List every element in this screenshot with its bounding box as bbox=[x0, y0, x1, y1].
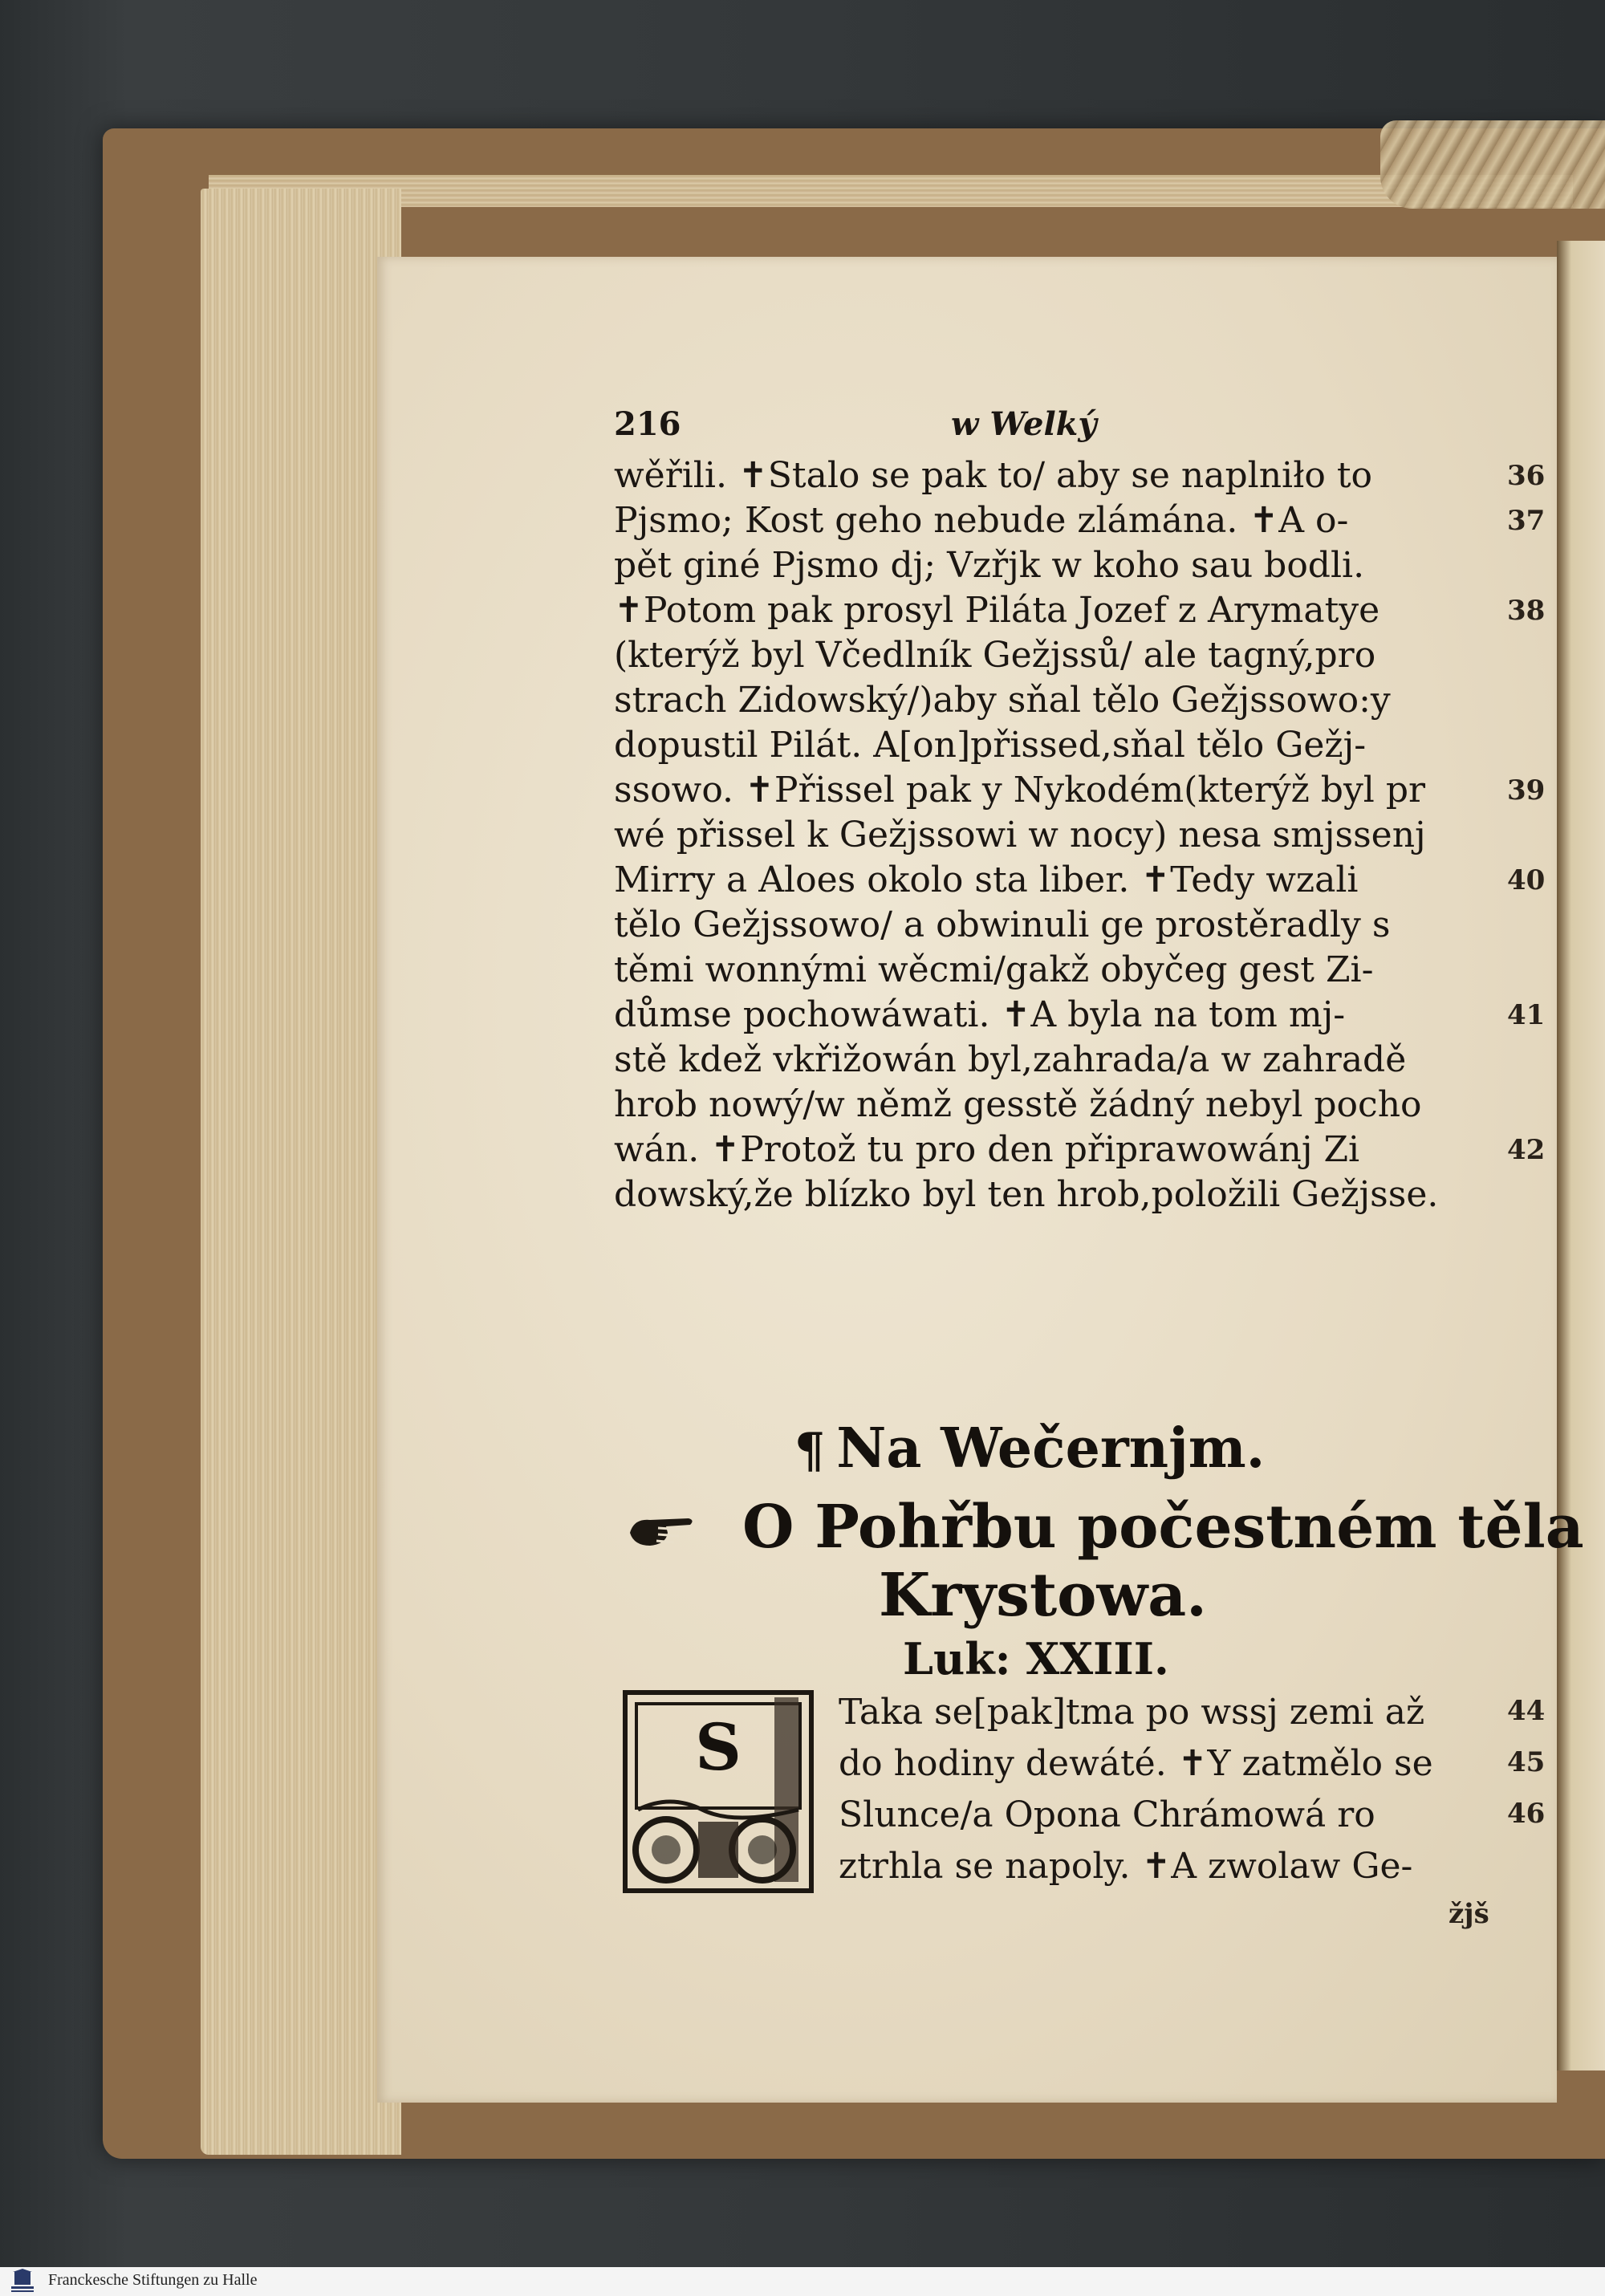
text-line: Pjsmo; Kost geho nebude zlámána. ✝A o- bbox=[614, 500, 1349, 541]
heading-vespers-text: Na Wečernjm. bbox=[836, 1416, 1266, 1481]
pointing-hand-icon bbox=[626, 1509, 698, 1553]
text-line: důmse pochowáwati. ✝A byla na tom mj- bbox=[614, 994, 1346, 1035]
initial-paragraph bbox=[839, 1687, 1505, 1892]
text-line: wé přissel k Gežjssowi w nocy) nesa smjssenj bbox=[614, 815, 1426, 855]
text-line: dowský,že blízko byl ten hrob,položili Gežjsse. bbox=[614, 1174, 1439, 1215]
page-block-edge bbox=[201, 189, 401, 2155]
text-line: do hodiny dewáté. ✝Y zatmělo se bbox=[839, 1743, 1433, 1784]
text-line: ztrhla se napoly. ✝A zwolaw Ge- bbox=[839, 1846, 1413, 1887]
verse-number: 45 bbox=[1507, 1746, 1546, 1778]
text-line: wán. ✝Protož tu pro den připrawowánj Zi bbox=[614, 1129, 1360, 1170]
heading-vespers bbox=[794, 1416, 1265, 1481]
text-line: Taka se[pak]tma po wssj zemi až bbox=[839, 1692, 1425, 1733]
verse-number: 37 bbox=[1507, 505, 1546, 537]
text-line: tělo Gežjssowo/ a obwinuli ge prostěradly s bbox=[614, 904, 1391, 945]
page-number: 216 bbox=[614, 405, 681, 443]
text-line: hrob nowý/w němž gesstě žádný nebyl pocho bbox=[614, 1084, 1422, 1125]
verse-number: 40 bbox=[1507, 864, 1546, 896]
text-line: Mirry a Aloes okolo sta liber. ✝Tedy wzali bbox=[614, 859, 1359, 900]
catchword: žjš bbox=[1449, 1898, 1489, 1930]
verse-number: 36 bbox=[1507, 460, 1546, 492]
pilcrow-icon: ¶ bbox=[794, 1423, 826, 1479]
verse-number: 39 bbox=[1507, 774, 1546, 807]
text-line: (kterýž byl Včedlník Gežjssů/ ale tagný,pro bbox=[614, 635, 1376, 676]
text-line: Slunce/a Opona Chrámowá ro bbox=[839, 1794, 1375, 1835]
initial-letter: S bbox=[695, 1709, 742, 1785]
body-text bbox=[614, 453, 1505, 1217]
verse-number: 44 bbox=[1507, 1695, 1546, 1727]
page-top-edge bbox=[209, 175, 1573, 207]
footer-institution-text: Franckesche Stiftungen zu Halle bbox=[48, 2271, 258, 2289]
text-line: strach Zidowský/)aby sňal tělo Gežjssowo:y bbox=[614, 680, 1391, 721]
running-header bbox=[614, 405, 1505, 453]
text-line: wěřili. ✝Stalo se pak to/ aby se naplniło to bbox=[614, 455, 1373, 496]
verse-number: 46 bbox=[1507, 1798, 1546, 1830]
running-title: w Welký bbox=[951, 405, 1097, 443]
facing-page bbox=[1557, 241, 1605, 2070]
text-line: pět giné Pjsmo dj; Vzřjk w koho sau bodli. bbox=[614, 545, 1365, 586]
verse-number: 41 bbox=[1507, 999, 1546, 1031]
verse-number: 38 bbox=[1507, 595, 1546, 627]
binding-ribbon bbox=[1380, 120, 1605, 209]
text-line: těmi wonnými wěcmi/gakž obyčeg gest Zi- bbox=[614, 949, 1374, 990]
section-title-line1: O Pohřbu počestném těla bbox=[742, 1493, 1584, 1562]
section-title-line2: Krystowa. bbox=[879, 1561, 1207, 1630]
institution-logo-icon bbox=[5, 2269, 40, 2294]
text-line: ✝Potom pak prosyl Piláta Jozef z Arymatye bbox=[614, 590, 1380, 631]
text-line: ssowo. ✝Přissel pak y Nykodém(kterýž byl pr bbox=[614, 770, 1426, 811]
scripture-reference: Luk: XXIII. bbox=[903, 1633, 1169, 1684]
text-line: stě kdež vkřižowán byl,zahrada/a w zahradě bbox=[614, 1039, 1407, 1080]
text-line: dopustil Pilát. A[on]přissed,sňal tělo Gežj- bbox=[614, 725, 1367, 766]
verse-number: 42 bbox=[1507, 1134, 1546, 1166]
